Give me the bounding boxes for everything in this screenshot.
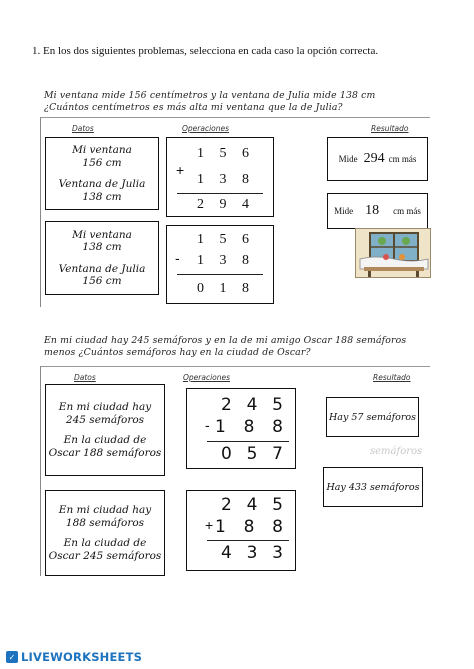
- sum-line: [207, 441, 289, 442]
- logo[interactable]: [6, 650, 142, 664]
- datos-line: Ventana de Julia: [58, 178, 146, 190]
- datos-line: Oscar 245 semáforos: [48, 549, 162, 562]
- digit: 1: [215, 517, 226, 537]
- result-value: 294: [363, 151, 385, 166]
- datos-line: 156 cm: [82, 156, 122, 169]
- operand-row-2: [215, 417, 283, 437]
- datos-line: En mi ciudad hay: [58, 401, 152, 413]
- digit: 8: [242, 172, 249, 187]
- digit: 5: [272, 495, 283, 515]
- result-row: [221, 543, 283, 563]
- digit: 0: [197, 281, 204, 296]
- digit: 3: [219, 172, 227, 187]
- digit: 1: [219, 281, 227, 296]
- problem1-result-option-b[interactable]: [327, 193, 428, 229]
- datos-line: Oscar 188 semáforos: [48, 446, 162, 459]
- result-suffix: cm más: [388, 154, 417, 164]
- result-prefix: Mide: [334, 206, 354, 216]
- digit: 8: [272, 517, 283, 537]
- sum-line: [177, 274, 263, 275]
- result-text: Hay 57 semáforos: [329, 411, 416, 423]
- datos-line: En mi ciudad hay: [58, 504, 152, 516]
- operand-row-1: [221, 495, 283, 515]
- problem1-operation-option-b[interactable]: [166, 225, 274, 304]
- house-window-icon: [356, 229, 431, 278]
- digit: 1: [197, 172, 204, 187]
- digit: 5: [246, 444, 258, 464]
- minus-sign: -: [175, 250, 180, 266]
- digit: 4: [246, 495, 258, 515]
- operand-row-1: [197, 232, 249, 248]
- result-text: Hay 433 semáforos: [326, 481, 420, 493]
- problem2-question-line2: menos ¿Cuántos semáforos hay en la ciudad de Oscar?: [44, 347, 311, 358]
- problem2-result-option-a[interactable]: [326, 397, 419, 437]
- problem1-col-datos: Datos: [72, 124, 94, 133]
- digit: 1: [197, 253, 204, 268]
- plus-sign: +: [176, 162, 185, 178]
- digit: 6: [242, 146, 249, 161]
- problem2-datos-option-b[interactable]: [45, 490, 165, 576]
- datos-line: 156 cm: [82, 275, 122, 287]
- problem1-datos-option-b[interactable]: [45, 221, 159, 295]
- digit: 1: [215, 417, 226, 437]
- datos-line: Mi ventana: [72, 144, 132, 156]
- digit: 3: [272, 543, 283, 563]
- datos-line: En la ciudad de: [63, 537, 147, 549]
- datos-line: 245 semáforos: [65, 413, 145, 426]
- operand-row-2: [197, 253, 249, 269]
- datos-line: En la ciudad de: [63, 434, 147, 446]
- digit: 2: [221, 495, 232, 515]
- problem1-col-resultado: Resultado: [371, 124, 409, 133]
- digit: 1: [197, 232, 204, 247]
- problem1-result-option-a[interactable]: [327, 137, 428, 181]
- problem1-datos-option-a[interactable]: [45, 137, 159, 210]
- logo-text: LIVEWORKSHEETS: [21, 650, 143, 664]
- digit: 8: [242, 281, 249, 296]
- datos-line: 138 cm: [82, 190, 122, 203]
- digit: 3: [219, 253, 227, 268]
- result-prefix: Mide: [338, 154, 358, 164]
- digit: 8: [242, 253, 249, 268]
- digit: 5: [272, 395, 283, 415]
- problem2-operation-option-a[interactable]: [186, 388, 296, 469]
- problem2-col-resultado: Resultado: [373, 373, 411, 382]
- sum-line: [207, 540, 289, 541]
- operand-row-2: [215, 517, 283, 537]
- sum-line: [177, 193, 263, 194]
- digit: 4: [246, 395, 258, 415]
- problem2-operation-option-b[interactable]: [186, 490, 296, 571]
- datos-line: Ventana de Julia: [58, 262, 146, 275]
- digit: 8: [272, 417, 283, 437]
- problem1-question-line2: ¿Cuántos centímetros es más alta mi ventana que la de Julia?: [44, 102, 343, 113]
- digit: 0: [221, 444, 232, 464]
- plus-sign: +: [205, 517, 214, 533]
- digit: 8: [243, 517, 255, 537]
- digit: 4: [221, 543, 232, 563]
- problem2-col-operaciones: Operaciones: [183, 373, 231, 382]
- problem2-result-option-b[interactable]: [323, 467, 423, 507]
- window-illustration: [355, 228, 431, 278]
- result-suffix: cm más: [393, 206, 421, 216]
- digit: 5: [219, 146, 227, 161]
- problem2-datos-option-a[interactable]: [45, 384, 165, 476]
- digit: 6: [242, 232, 249, 247]
- datos-line: Mi ventana: [72, 228, 132, 241]
- result-row: [221, 444, 283, 464]
- datos-line: 188 semáforos: [65, 516, 145, 529]
- problem1-col-operaciones: Operaciones: [182, 124, 230, 133]
- digit: 5: [219, 232, 227, 247]
- operand-row-1: [221, 395, 283, 415]
- result-value: 18: [365, 203, 380, 218]
- minus-sign: -: [205, 417, 210, 433]
- digit: 9: [219, 197, 227, 212]
- datos-line: 138 cm: [82, 241, 122, 253]
- operand-row-2: [197, 172, 249, 188]
- problem1-question-line1: Mi ventana mide 156 centímetros y la ventana de Julia mide 138 cm: [44, 90, 376, 101]
- digit: 7: [272, 444, 283, 464]
- digit: 2: [197, 197, 204, 212]
- footer: [0, 644, 474, 669]
- digit: 2: [221, 395, 232, 415]
- problem1-operation-option-a[interactable]: [166, 137, 274, 217]
- ghost-word: semáforos: [370, 446, 423, 457]
- digit: 3: [246, 543, 258, 563]
- digit: 8: [243, 417, 255, 437]
- digit: 1: [197, 146, 204, 161]
- problem2-col-datos: Datos: [74, 373, 96, 382]
- result-row: [197, 281, 249, 297]
- result-row: [197, 197, 249, 213]
- instruction-text: 1. En los dos siguientes problemas, selecciona en cada caso la opción correcta.: [32, 45, 379, 57]
- operand-row-1: [197, 146, 249, 162]
- problem2-question-line1: En mi ciudad hay 245 semáforos y en la de mi amigo Oscar 188 semáforos: [44, 335, 407, 346]
- digit: 4: [242, 197, 249, 212]
- liveworksheets-icon: ✓: [6, 651, 18, 663]
